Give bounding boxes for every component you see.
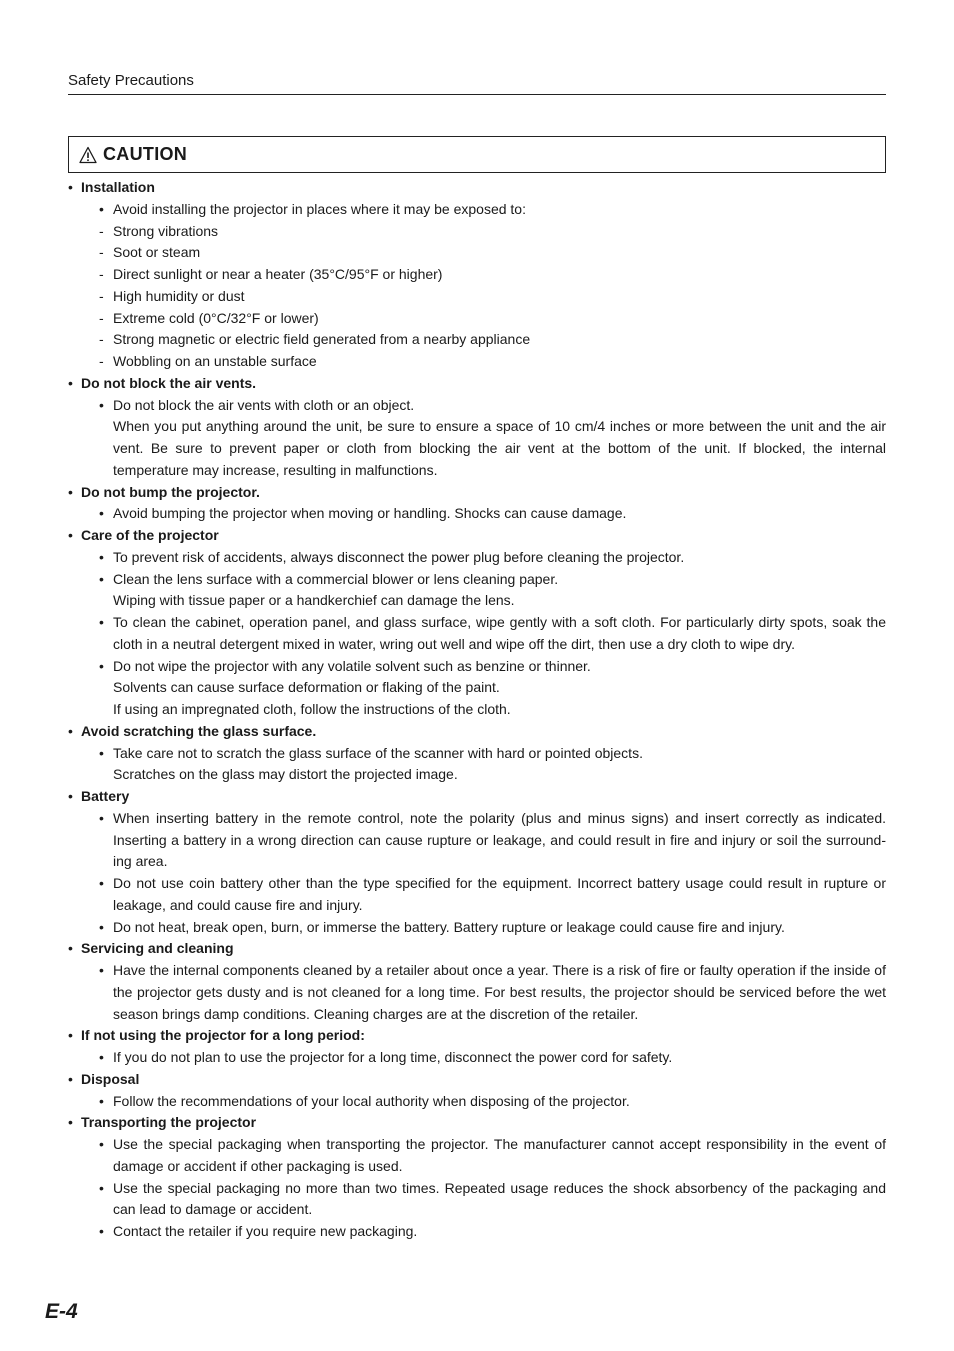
list-item — [99, 808, 886, 873]
bullet-marker: • — [99, 1179, 104, 1196]
precaution-section — [68, 525, 886, 721]
list-item-text — [113, 808, 886, 873]
list-item-line: Soot or steam — [113, 244, 201, 261]
list-item-line: Use the special packaging no more than two times. Repeated usage reduces the shock absorbency of the packaging and can lead to damage or accident. — [113, 1179, 886, 1218]
dash-marker: - — [99, 331, 104, 348]
list-item-line: Avoid bumping the projector when moving or handling. Shocks can cause damage. — [113, 505, 627, 522]
list-item-line: Strong magnetic or electric field generated from a nearby appliance — [113, 331, 531, 348]
list-item-text — [113, 873, 886, 917]
precaution-section — [68, 177, 886, 373]
precautions-content — [68, 177, 886, 1243]
list-item-line: Take care not to scratch the glass surface of the scanner with hard or pointed objects. — [113, 744, 643, 761]
section-items — [99, 960, 886, 1025]
bullet-marker: • — [99, 875, 104, 891]
section-title: • Avoid scratching the glass surface. — [68, 721, 886, 743]
section-items — [99, 1134, 886, 1243]
precaution-section — [68, 938, 886, 1025]
section-title: • Battery — [68, 786, 886, 808]
list-item — [99, 351, 886, 373]
page-header — [68, 72, 886, 95]
list-item-line: When you put anything around the unit, be sure to ensure a space of 10 cm/4 inches or more between the unit and the air vent. Be sure to prevent paper or cloth from blocking the air vent at the bottom of the unit. If blocked, the internal temperature may increase, resulting in malfunctions. — [113, 418, 886, 478]
list-item — [99, 1091, 886, 1113]
list-item — [99, 242, 886, 264]
bullet-marker: • — [99, 744, 104, 761]
precaution-section — [68, 786, 886, 938]
list-item-text — [113, 308, 886, 330]
section-items — [99, 503, 886, 525]
page-header-title: Safety Precautions — [68, 72, 194, 89]
precaution-section — [68, 1112, 886, 1243]
list-item — [99, 329, 886, 351]
precaution-section — [68, 1025, 886, 1069]
list-item — [99, 264, 886, 286]
list-item — [99, 917, 886, 939]
list-item-text — [113, 656, 886, 721]
list-item-text — [113, 1134, 886, 1178]
bullet-marker: • — [99, 570, 104, 587]
list-item — [99, 1134, 886, 1178]
list-item — [99, 656, 886, 721]
list-item — [99, 1178, 886, 1222]
bullet-marker: • — [99, 1223, 104, 1239]
bullet-marker: • — [99, 1092, 104, 1109]
dash-marker: - — [99, 353, 104, 369]
bullet-marker: • — [99, 200, 104, 217]
list-item — [99, 960, 886, 1025]
section-title: • If not using the projector for a long period: — [68, 1025, 886, 1047]
list-item-line: To clean the cabinet, operation panel, and glass surface, wipe gently with a soft cloth. For particularly dirty spots, soak the cloth in a neutral detergent mixed in water, wring out well and wipe off the dirt, then use a dry cloth to wipe dry. — [113, 614, 886, 652]
list-item-line: Direct sunlight or near a heater (35°C/95°F or higher) — [113, 266, 443, 282]
list-item-line: Wobbling on an unstable surface — [113, 353, 317, 369]
list-item-line: Contact the retailer if you require new packaging. — [113, 1223, 418, 1239]
list-item-line: Scratches on the glass may distort the projected image. — [113, 766, 458, 783]
dash-marker: - — [99, 222, 104, 239]
list-item-text — [113, 329, 886, 351]
bullet-marker: • — [99, 809, 104, 826]
section-title: • Transporting the projector — [68, 1112, 886, 1134]
list-item-line: Wiping with tissue paper or a handkerchief can damage the lens. — [113, 592, 515, 609]
bullet-marker: • — [99, 614, 104, 630]
bullet-marker: • — [99, 1136, 104, 1152]
list-item-line: Strong vibrations — [113, 222, 219, 239]
caution-box — [68, 136, 886, 173]
list-item-text — [113, 612, 886, 656]
list-item-line: Clean the lens surface with a commercial blower or lens cleaning paper. — [113, 570, 559, 587]
list-item-text — [113, 569, 886, 613]
list-item — [99, 395, 886, 482]
precaution-section — [68, 1069, 886, 1113]
dash-marker: - — [99, 309, 104, 326]
section-title: • Care of the projector — [68, 525, 886, 547]
list-item-text — [113, 351, 886, 373]
list-item-text — [113, 503, 886, 525]
list-item-line: When inserting battery in the remote control, note the polarity (plus and minus signs) and insert correctly as indicated. Inserting a battery in a wrong direction can cause rupture or leakage, and could result in fire and injury or soil the surround-ing area. — [113, 809, 886, 870]
list-item-text — [113, 221, 886, 243]
list-item-line: Extreme cold (0°C/32°F or lower) — [113, 309, 319, 326]
list-item-text — [113, 199, 886, 221]
list-item — [99, 503, 886, 525]
list-item — [99, 743, 886, 787]
list-item — [99, 873, 886, 917]
bullet-marker: • — [99, 918, 104, 935]
section-title: • Disposal — [68, 1069, 886, 1091]
list-item-text — [113, 264, 886, 286]
section-items — [99, 547, 886, 721]
precaution-section — [68, 482, 886, 526]
list-item-text — [113, 1091, 886, 1113]
list-item — [99, 569, 886, 613]
list-item — [99, 221, 886, 243]
section-items — [99, 199, 886, 373]
list-item-text — [113, 743, 886, 787]
section-items — [99, 395, 886, 482]
section-title: • Servicing and cleaning — [68, 938, 886, 960]
precaution-section — [68, 373, 886, 482]
list-item-line: Follow the recommendations of your local authority when disposing of the projector. — [113, 1092, 630, 1109]
list-item-line: Have the internal components cleaned by a retailer about once a year. There is a risk of fire or faulty operation if the inside of the projector gets dusty and is not cleaned for a long time. For best results, the projector should be serviced before the wet season brings damp conditions. Cleaning charges are at the discretion of the retailer. — [113, 962, 886, 1022]
bullet-marker: • — [99, 657, 104, 674]
warning-triangle-icon — [79, 146, 97, 164]
list-item-text — [113, 1221, 886, 1243]
list-item-line: Do not heat, break open, burn, or immerse the battery. Battery rupture or leakage could cause fire and injury. — [113, 918, 785, 935]
bullet-marker: • — [99, 962, 104, 978]
list-item — [99, 547, 886, 569]
list-item-line: Use the special packaging when transporting the projector. The manufacturer cannot accept responsibility in the event of damage or accident if other packaging is used. — [113, 1136, 886, 1174]
list-item-line: If you do not plan to use the projector for a long time, disconnect the power cord for safety. — [113, 1049, 673, 1065]
list-item — [99, 199, 886, 221]
list-item — [99, 1047, 886, 1069]
dash-marker: - — [99, 287, 104, 304]
list-item-line: Do not wipe the projector with any volatile solvent such as benzine or thinner. — [113, 657, 591, 674]
bullet-marker: • — [99, 548, 104, 565]
list-item-line: If using an impregnated cloth, follow the instructions of the cloth. — [113, 701, 511, 717]
bullet-marker: • — [99, 396, 104, 413]
list-item — [99, 612, 886, 656]
section-title: • Installation — [68, 177, 886, 199]
list-item-text — [113, 395, 886, 482]
list-item-line: To prevent risk of accidents, always disconnect the power plug before cleaning the projector. — [113, 548, 685, 565]
dash-marker: - — [99, 266, 104, 282]
section-title: • Do not bump the projector. — [68, 482, 886, 504]
list-item-line: High humidity or dust — [113, 287, 245, 304]
list-item-line: Do not block the air vents with cloth or an object. — [113, 396, 415, 413]
list-item-text — [113, 960, 886, 1025]
list-item-text — [113, 242, 886, 264]
list-item-text — [113, 547, 886, 569]
section-items — [99, 743, 886, 787]
list-item — [99, 308, 886, 330]
list-item-line: Solvents can cause surface deformation or flaking of the paint. — [113, 679, 500, 696]
list-item-text — [113, 1047, 886, 1069]
bullet-marker: • — [99, 505, 104, 522]
section-title: • Do not block the air vents. — [68, 373, 886, 395]
list-item-line: Do not use coin battery other than the type specified for the equipment. Incorrect battery usage could result in rupture or leakage, and could cause fire and injury. — [113, 875, 886, 913]
bullet-marker: • — [99, 1049, 104, 1065]
dash-marker: - — [99, 244, 104, 261]
list-item — [99, 286, 886, 308]
section-items — [99, 1091, 886, 1113]
caution-label: CAUTION — [103, 144, 188, 164]
section-items — [99, 808, 886, 939]
list-item-text — [113, 286, 886, 308]
list-item — [99, 1221, 886, 1243]
list-item-line: Avoid installing the projector in places where it may be exposed to: — [113, 200, 526, 217]
section-items — [99, 1047, 886, 1069]
page-number: E-4 — [45, 1300, 78, 1323]
list-item-text — [113, 917, 886, 939]
list-item-text — [113, 1178, 886, 1222]
precaution-section — [68, 721, 886, 786]
